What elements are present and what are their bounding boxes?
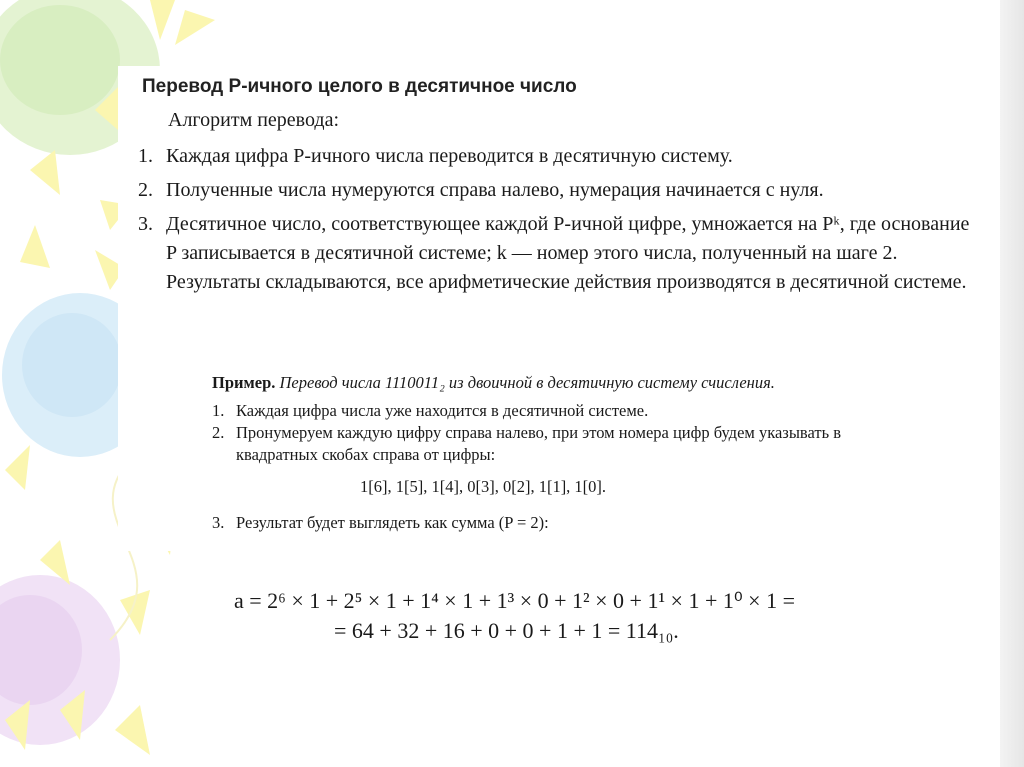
formula-line-1: a = 2⁶ × 1 + 2⁵ × 1 + 1⁴ × 1 + 1³ × 0 + 1² × 0 + 1¹ × 1 + 1⁰ × 1 = xyxy=(234,588,795,613)
slide-right-frame xyxy=(1000,0,1024,767)
algorithm-step xyxy=(138,142,978,171)
step-number: 1. xyxy=(138,145,153,167)
example-step-text: Каждая цифра числа уже находится в десятичной системе. xyxy=(236,401,649,420)
section-heading: Перевод P-ичного целого в десятичное число xyxy=(142,76,577,97)
example-step-number: 2. xyxy=(212,423,225,442)
algorithm-step xyxy=(138,210,978,297)
step-number: 3. xyxy=(138,213,153,235)
example-block xyxy=(212,372,912,534)
example-step-number: 1. xyxy=(212,401,225,420)
example-step-text: Результат будет выглядеть как сумма (P = 2): xyxy=(236,513,549,532)
example-label: Пример. xyxy=(212,373,276,392)
algorithm-steps xyxy=(138,142,978,297)
conversion-formula xyxy=(234,586,795,646)
step-text: Каждая цифра P-ичного числа переводится в десятичную систему. xyxy=(166,145,733,167)
example-caption: Перевод числа 1110011₂ из двоичной в десятичную систему счисления. xyxy=(279,373,775,392)
step-number: 2. xyxy=(138,179,153,201)
example-step-text: Пронумеруем каждую цифру справа налево, при этом номера цифр будем указывать в квадратных скобах справа от цифры: xyxy=(236,423,842,464)
formula-line-2: = 64 + 32 + 16 + 0 + 0 + 1 + 1 = 114₁₀. xyxy=(334,618,679,643)
digit-positions: 1[6], 1[5], 1[4], 0[3], 0[2], 1[1], 1[0]. xyxy=(360,477,607,496)
step-text: Полученные числа нумеруются справа налево, нумерация начинается с нуля. xyxy=(166,179,824,201)
step-text: Десятичное число, соответствующее каждой P-ичной цифре, умножается на Pᵏ, где основание P записывается в десятичной системе; k — номер этого числа, полученный на шаге 2. Результаты складываются, все арифметические действия производятся в десятичной системе. xyxy=(166,213,970,293)
example-step-number: 3. xyxy=(212,513,225,532)
example-header xyxy=(212,372,912,394)
algorithm-step xyxy=(138,176,978,205)
example-step xyxy=(212,422,912,466)
algorithm-intro: Алгоритм перевода: xyxy=(168,109,340,131)
example-step xyxy=(212,512,912,534)
example-step xyxy=(212,400,912,422)
